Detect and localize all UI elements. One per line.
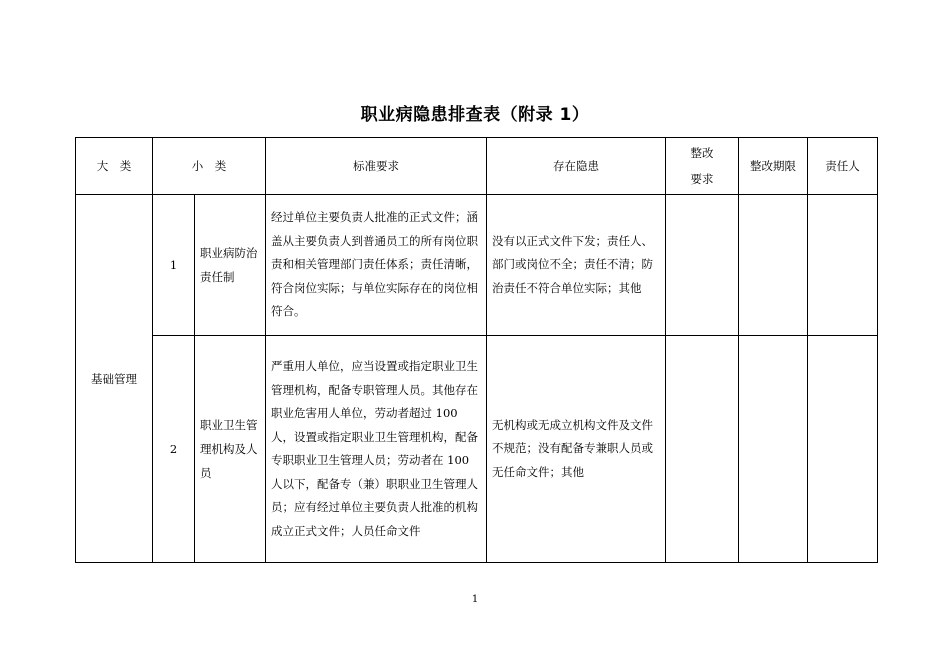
- rectify-requirement-cell: [666, 195, 739, 336]
- sub-category-name: 职业卫生管理机构及人员: [195, 336, 266, 563]
- table-header-row: [76, 138, 878, 195]
- row-number: 2: [153, 336, 195, 563]
- header-rectify-requirement-line1: 整改: [690, 146, 714, 160]
- standard-requirement: 经过单位主要负责人批准的正式文件；涵盖从主要负责人到普通员工的所有岗位职责和相关管理部门责任体系；责任清晰，符合岗位实际；与单位实际存在的岗位相符合。: [266, 195, 487, 336]
- page-number: 1: [471, 594, 479, 605]
- document-title: 职业病隐患排查表（附录 1）: [360, 105, 590, 125]
- responsible-person-cell: [808, 336, 878, 563]
- responsible-person-cell: [808, 195, 878, 336]
- header-rectify-requirement-line2: 要求: [690, 172, 714, 186]
- rectify-deadline-cell: [739, 195, 808, 336]
- header-major-category: 大 类: [76, 138, 153, 195]
- rectify-deadline-cell: [739, 336, 808, 563]
- table-row: [76, 336, 878, 563]
- major-category-cell: 基础管理: [76, 195, 153, 563]
- header-responsible-person: 责任人: [808, 138, 878, 195]
- header-standard: 标准要求: [266, 138, 487, 195]
- standard-requirement: 严重用人单位，应当设置或指定职业卫生管理机构，配备专职管理人员。其他存在职业危害用人单位，劳动者超过 100 人，设置或指定职业卫生管理机构，配备专职职业卫生管理人员；劳动者在 100 人以下，配备专（兼）职职业卫生管理人员；应有经过单位主要负责人批准的机构成立正式文件；人员任命文件: [266, 336, 487, 563]
- hazard-inspection-table: [75, 137, 878, 563]
- header-hidden-danger: 存在隐患: [487, 138, 666, 195]
- header-rectify-requirement: [666, 138, 739, 195]
- hidden-danger: 没有以正式文件下发；责任人、部门或岗位不全；责任不清；防治责任不符合单位实际；其他: [487, 195, 666, 336]
- hidden-danger: 无机构或无成立机构文件及文件不规范；没有配备专兼职人员或无任命文件；其他: [487, 336, 666, 563]
- table-row: [76, 195, 878, 336]
- row-number: 1: [153, 195, 195, 336]
- sub-category-name: 职业病防治责任制: [195, 195, 266, 336]
- header-sub-category: 小 类: [153, 138, 266, 195]
- header-rectify-deadline: 整改期限: [739, 138, 808, 195]
- rectify-requirement-cell: [666, 336, 739, 563]
